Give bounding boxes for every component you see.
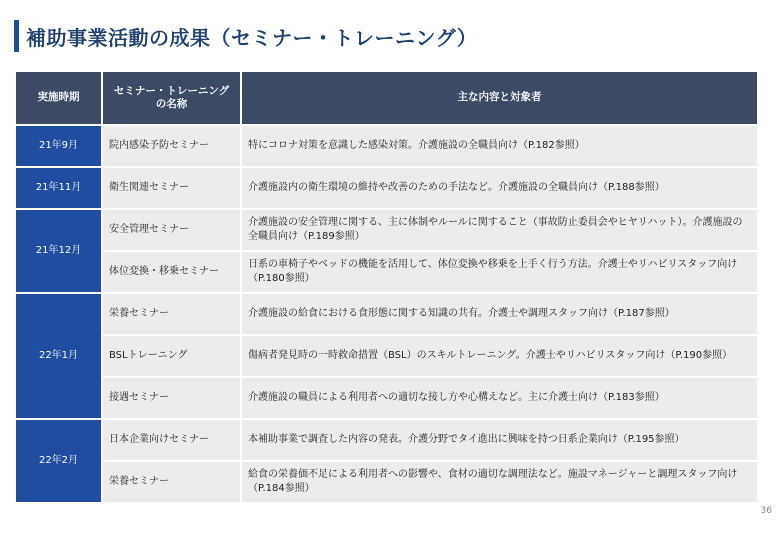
seminar-name: 院内感染予防セミナー bbox=[103, 126, 240, 166]
period-cell: 21年9月 bbox=[16, 126, 101, 166]
table-row bbox=[16, 210, 757, 250]
page-number: 36 bbox=[760, 506, 772, 516]
table-row bbox=[16, 336, 757, 376]
header-period: 実施時期 bbox=[16, 72, 101, 124]
period-cell: 21年11月 bbox=[16, 168, 101, 208]
seminar-table bbox=[14, 70, 759, 504]
seminar-description: 給食の栄養価不足による利用者への影響や、食材の適切な調理法など。施設マネージャーと調理スタッフ向け（P.184参照） bbox=[242, 462, 757, 502]
page-title: 補助事業活動の成果（セミナー・トレーニング） bbox=[26, 26, 478, 50]
header-content: 主な内容と対象者 bbox=[242, 72, 757, 124]
table-header-row bbox=[16, 72, 757, 124]
seminar-description: 特にコロナ対策を意識した感染対策。介護施設の全職員向け（P.182参照） bbox=[242, 126, 757, 166]
seminar-name: 安全管理セミナー bbox=[103, 210, 240, 250]
seminar-name: 日本企業向けセミナー bbox=[103, 420, 240, 460]
seminar-name: 栄養セミナー bbox=[103, 294, 240, 334]
period-cell: 22年2月 bbox=[16, 420, 101, 502]
seminar-description: 介護施設の職員による利用者への適切な接し方や心構えなど。主に介護士向け（P.183参照） bbox=[242, 378, 757, 418]
seminar-description: 介護施設の安全管理に関する、主に体制やルールに関すること（事故防止委員会やヒヤリハット）。介護施設の全職員向け（P.189参照） bbox=[242, 210, 757, 250]
seminar-name: 体位変換・移乗セミナー bbox=[103, 252, 240, 292]
table-row bbox=[16, 252, 757, 292]
table-row bbox=[16, 168, 757, 208]
table-row bbox=[16, 294, 757, 334]
table-row bbox=[16, 462, 757, 502]
seminar-description: 介護施設の給食における食形態に関する知識の共有。介護士や調理スタッフ向け（P.187参照） bbox=[242, 294, 757, 334]
period-cell: 22年1月 bbox=[16, 294, 101, 418]
seminar-description: 介護施設内の衛生環境の維持や改善のための手法など。介護施設の全職員向け（P.188参照） bbox=[242, 168, 757, 208]
seminar-name: 衛生関連セミナー bbox=[103, 168, 240, 208]
seminar-description: 本補助事業で調査した内容の発表。介護分野でタイ進出に興味を持つ日系企業向け（P.195参照） bbox=[242, 420, 757, 460]
seminar-name: BSLトレーニング bbox=[103, 336, 240, 376]
table-row bbox=[16, 126, 757, 166]
period-cell: 21年12月 bbox=[16, 210, 101, 292]
seminar-description: 傷病者発見時の一時救命措置（BSL）のスキルトレーニング。介護士やリハビリスタッフ向け（P.190参照） bbox=[242, 336, 757, 376]
seminar-name: 接遇セミナー bbox=[103, 378, 240, 418]
seminar-name: 栄養セミナー bbox=[103, 462, 240, 502]
seminar-description: 日系の車椅子やベッドの機能を活用して、体位変換や移乗を上手く行う方法。介護士やリハビリスタッフ向け（P.180参照） bbox=[242, 252, 757, 292]
header-name: セミナー・トレーニング の名称 bbox=[103, 72, 240, 124]
table-row bbox=[16, 420, 757, 460]
table-row bbox=[16, 378, 757, 418]
title-accent-bar bbox=[14, 20, 19, 52]
